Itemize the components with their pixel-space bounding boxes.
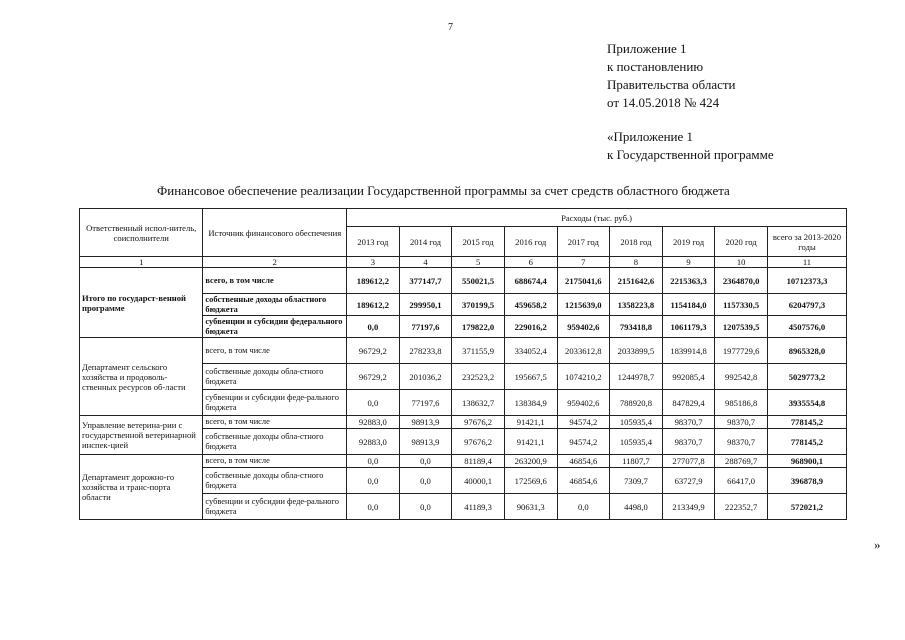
value-cell: 1207539,5 (715, 316, 768, 338)
appendix-line-3: Правительства области (607, 77, 736, 92)
header-year: 2014 год (399, 227, 452, 257)
value-cell: 0,0 (347, 455, 400, 468)
value-cell: 263200,9 (504, 455, 557, 468)
total-value-cell: 4507576,0 (767, 316, 846, 338)
appendix-line-1: Приложение 1 (607, 41, 687, 56)
table-row (80, 455, 847, 468)
value-cell: 105935,4 (610, 429, 663, 455)
value-cell: 2215363,3 (662, 268, 715, 294)
source-cell: всего, в том числе (203, 416, 347, 429)
responsible-cell: Управление ветерина-рии с государственной ветеринарной инспек-цией (80, 416, 203, 455)
value-cell: 688674,4 (504, 268, 557, 294)
column-number: 8 (610, 257, 663, 268)
header-expenses: Расходы (тыс. руб.) (347, 209, 847, 227)
value-cell: 97676,2 (452, 416, 505, 429)
header-year: 2017 год (557, 227, 610, 257)
column-number: 7 (557, 257, 610, 268)
value-cell: 277077,8 (662, 455, 715, 468)
value-cell: 847829,4 (662, 390, 715, 416)
appendix-line-4: от 14.05.2018 № 424 (607, 95, 720, 110)
value-cell: 4498,0 (610, 494, 663, 520)
value-cell: 222352,7 (715, 494, 768, 520)
header-total: всего за 2013-2020 годы (767, 227, 846, 257)
value-cell: 40000,1 (452, 468, 505, 494)
value-cell: 92883,0 (347, 429, 400, 455)
source-cell: субвенции и субсидии феде-рального бюджета (203, 494, 347, 520)
value-cell: 189612,2 (347, 268, 400, 294)
value-cell: 41189,3 (452, 494, 505, 520)
value-cell: 1074210,2 (557, 364, 610, 390)
value-cell: 550021,5 (452, 268, 505, 294)
total-value-cell: 8965328,0 (767, 338, 846, 364)
source-cell: собственные доходы обла-стного бюджета (203, 364, 347, 390)
value-cell: 138384,9 (504, 390, 557, 416)
total-value-cell: 3935554,8 (767, 390, 846, 416)
value-cell: 0,0 (347, 468, 400, 494)
program-appendix-block (607, 128, 774, 164)
value-cell: 94574,2 (557, 429, 610, 455)
financing-table (79, 208, 847, 520)
value-cell: 959402,6 (557, 390, 610, 416)
value-cell: 0,0 (399, 468, 452, 494)
value-cell: 1977729,6 (715, 338, 768, 364)
total-value-cell: 572021,2 (767, 494, 846, 520)
value-cell: 459658,2 (504, 294, 557, 316)
program-appendix-line-2: к Государственной программе (607, 147, 774, 162)
column-number: 5 (452, 257, 505, 268)
source-cell: всего, в том числе (203, 268, 347, 294)
value-cell: 1154184,0 (662, 294, 715, 316)
value-cell: 1061179,3 (662, 316, 715, 338)
value-cell: 959402,6 (557, 316, 610, 338)
total-value-cell: 778145,2 (767, 429, 846, 455)
value-cell: 46854,6 (557, 468, 610, 494)
header-year: 2015 год (452, 227, 505, 257)
column-number: 2 (203, 257, 347, 268)
appendix-block (607, 40, 736, 112)
value-cell: 213349,9 (662, 494, 715, 520)
value-cell: 0,0 (347, 316, 400, 338)
value-cell: 98370,7 (715, 416, 768, 429)
value-cell: 985186,8 (715, 390, 768, 416)
value-cell: 278233,8 (399, 338, 452, 364)
value-cell: 1244978,7 (610, 364, 663, 390)
source-cell: собственные доходы областного бюджета (203, 294, 347, 316)
value-cell: 377147,7 (399, 268, 452, 294)
value-cell: 91421,1 (504, 429, 557, 455)
header-year: 2016 год (504, 227, 557, 257)
page-number: 7 (448, 22, 453, 33)
value-cell: 2364870,0 (715, 268, 768, 294)
value-cell: 0,0 (347, 390, 400, 416)
value-cell: 66417,0 (715, 468, 768, 494)
document-title: Финансовое обеспечение реализации Государственной программы за счет средств областного бюджета (157, 183, 730, 198)
value-cell: 96729,2 (347, 364, 400, 390)
value-cell: 105935,4 (610, 416, 663, 429)
value-cell: 7309,7 (610, 468, 663, 494)
value-cell: 232523,2 (452, 364, 505, 390)
value-cell: 299950,1 (399, 294, 452, 316)
value-cell: 371155,9 (452, 338, 505, 364)
value-cell: 189612,2 (347, 294, 400, 316)
value-cell: 288769,7 (715, 455, 768, 468)
value-cell: 0,0 (347, 494, 400, 520)
responsible-cell: Департамент дорожно-го хозяйства и транс-порта области (80, 455, 203, 520)
responsible-cell: Итого по государст-венной программе (80, 268, 203, 338)
value-cell: 992085,4 (662, 364, 715, 390)
value-cell: 90631,3 (504, 494, 557, 520)
source-cell: субвенции и субсидии феде-рального бюджета (203, 390, 347, 416)
header-source: Источник финансового обеспечения (203, 209, 347, 257)
value-cell: 0,0 (399, 494, 452, 520)
appendix-line-2: к постановлению (607, 59, 704, 74)
column-number: 1 (80, 257, 203, 268)
value-cell: 94574,2 (557, 416, 610, 429)
value-cell: 98913,9 (399, 429, 452, 455)
value-cell: 1358223,8 (610, 294, 663, 316)
value-cell: 98913,9 (399, 416, 452, 429)
source-cell: собственные доходы обла-стного бюджета (203, 429, 347, 455)
value-cell: 81189,4 (452, 455, 505, 468)
value-cell: 172569,6 (504, 468, 557, 494)
value-cell: 98370,7 (715, 429, 768, 455)
column-number: 9 (662, 257, 715, 268)
value-cell: 77197,6 (399, 316, 452, 338)
value-cell: 229016,2 (504, 316, 557, 338)
value-cell: 97676,2 (452, 429, 505, 455)
column-number: 3 (347, 257, 400, 268)
total-value-cell: 5029773,2 (767, 364, 846, 390)
value-cell: 2151642,6 (610, 268, 663, 294)
value-cell: 92883,0 (347, 416, 400, 429)
value-cell: 179822,0 (452, 316, 505, 338)
total-value-cell: 10712373,3 (767, 268, 846, 294)
value-cell: 96729,2 (347, 338, 400, 364)
value-cell: 201036,2 (399, 364, 452, 390)
column-number: 4 (399, 257, 452, 268)
program-appendix-line-1: «Приложение 1 (607, 129, 694, 144)
column-number: 10 (715, 257, 768, 268)
table-row (80, 338, 847, 364)
value-cell: 788920,8 (610, 390, 663, 416)
value-cell: 138632,7 (452, 390, 505, 416)
value-cell: 77197,6 (399, 390, 452, 416)
total-value-cell: 968900,1 (767, 455, 846, 468)
total-value-cell: 778145,2 (767, 416, 846, 429)
value-cell: 63727,9 (662, 468, 715, 494)
source-cell: всего, в том числе (203, 338, 347, 364)
header-year: 2013 год (347, 227, 400, 257)
column-number: 6 (504, 257, 557, 268)
closing-quote-mark: » (874, 537, 881, 552)
header-year: 2019 год (662, 227, 715, 257)
value-cell: 0,0 (399, 455, 452, 468)
value-cell: 195667,5 (504, 364, 557, 390)
column-number: 11 (767, 257, 846, 268)
value-cell: 91421,1 (504, 416, 557, 429)
value-cell: 370199,5 (452, 294, 505, 316)
value-cell: 2033899,5 (610, 338, 663, 364)
table-row (80, 416, 847, 429)
header-year: 2018 год (610, 227, 663, 257)
value-cell: 1215639,0 (557, 294, 610, 316)
value-cell: 0,0 (557, 494, 610, 520)
value-cell: 98370,7 (662, 416, 715, 429)
value-cell: 992542,8 (715, 364, 768, 390)
total-value-cell: 6204797,3 (767, 294, 846, 316)
table-row (80, 268, 847, 294)
header-year: 2020 год (715, 227, 768, 257)
value-cell: 2175041,6 (557, 268, 610, 294)
value-cell: 793418,8 (610, 316, 663, 338)
responsible-cell: Департамент сельского хозяйства и продоволь-ственных ресурсов об-ласти (80, 338, 203, 416)
header-responsible: Ответственный испол-нитель, соисполнители (80, 209, 203, 257)
value-cell: 11807,7 (610, 455, 663, 468)
value-cell: 46854,6 (557, 455, 610, 468)
value-cell: 334052,4 (504, 338, 557, 364)
value-cell: 98370,7 (662, 429, 715, 455)
source-cell: собственные доходы обла-стного бюджета (203, 468, 347, 494)
source-cell: субвенции и субсидии федерального бюджета (203, 316, 347, 338)
value-cell: 1839914,8 (662, 338, 715, 364)
source-cell: всего, в том числе (203, 455, 347, 468)
value-cell: 2033612,8 (557, 338, 610, 364)
table-body (80, 268, 847, 520)
value-cell: 1157330,5 (715, 294, 768, 316)
total-value-cell: 396878,9 (767, 468, 846, 494)
